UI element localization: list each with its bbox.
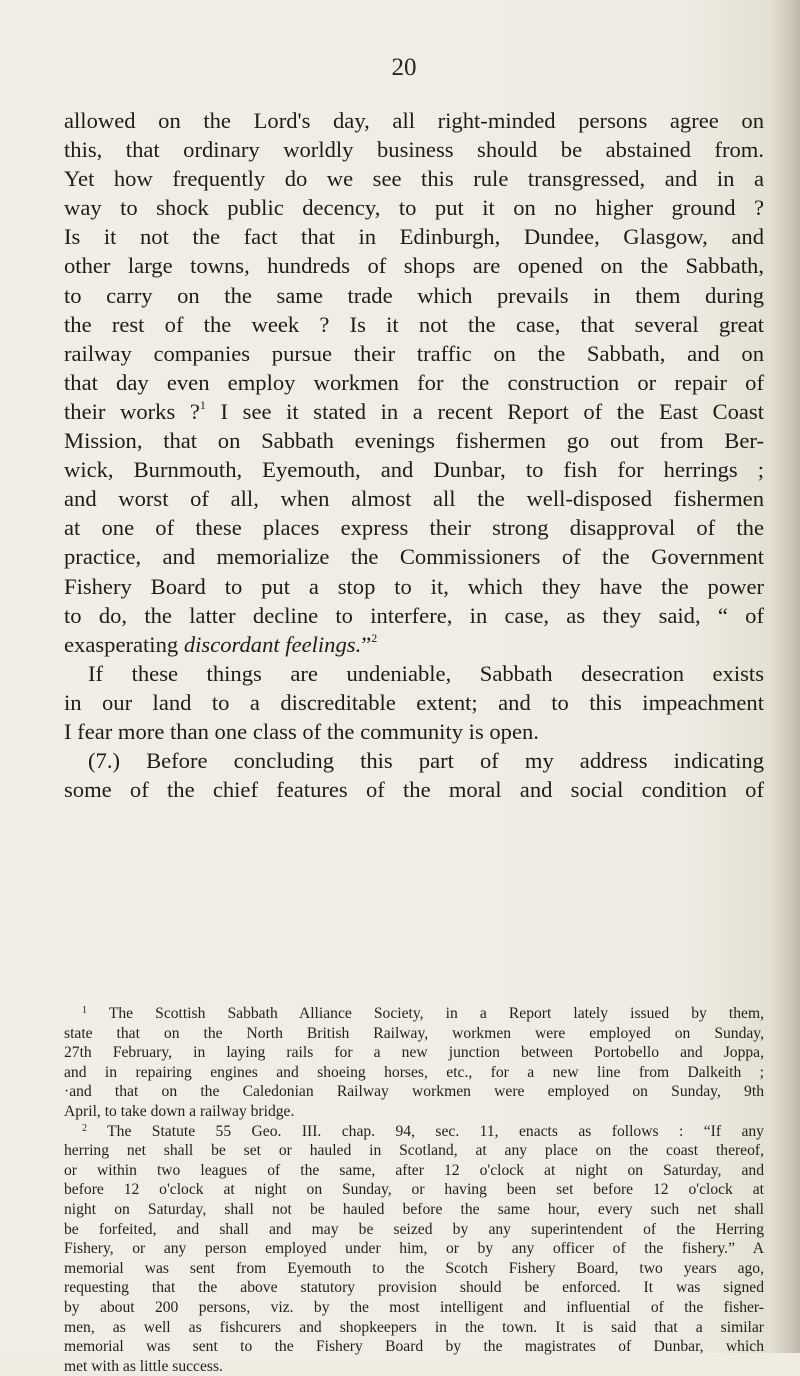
body-line-with-footnote-2	[64, 630, 764, 659]
footnote-line: state that on the North British Railway, workmen were employed on Sunday,	[64, 1024, 764, 1042]
footnote-line: by about 200 persons, viz. by the most intelligent and influential of the fisher-	[64, 1298, 764, 1316]
body-line: Mission, that on Sabbath evenings fishermen go out from Ber-	[64, 428, 764, 454]
body-line: Is it not the fact that in Edinburgh, Dundee, Glasgow, and	[64, 224, 764, 250]
footnote-line: requesting that the above statutory provision should be enforced. It was signed	[64, 1279, 764, 1297]
footnote-line: April, to take down a railway bridge.	[64, 1102, 295, 1120]
closing-quote: ”	[361, 631, 372, 657]
main-body-text	[64, 106, 764, 804]
body-line: this, that ordinary worldly business should be abstained from.	[64, 137, 764, 163]
footnote-ref-1[interactable]: 1	[199, 397, 206, 412]
footnote-line: men, as well as fishcurers and shopkeepers in the town. It is said that a similar	[64, 1318, 764, 1336]
body-line-with-footnote-1	[64, 397, 764, 426]
body-line: way to shock public decency, to put it on no higher ground ?	[64, 195, 764, 221]
body-line: to carry on the same trade which prevails in them during	[64, 282, 764, 308]
footnote-line: before 12 o'clock at night on Sunday, or having been set before 12 o'clock at	[64, 1181, 764, 1199]
body-line: the rest of the week ? Is it not the case, that several great	[64, 311, 764, 337]
footnote-line: memorial was sent from Eyemouth to the Scotch Fishery Board, two years ago,	[64, 1259, 764, 1277]
footnote-line: herring net shall be set or hauled in Scotland, at any place on the coast thereof,	[64, 1142, 764, 1160]
footnote-2-line	[64, 1122, 764, 1142]
body-line: railway companies pursue their traffic on the Sabbath, and on	[64, 340, 764, 366]
body-line: allowed on the Lord's day, all right-minded persons agree on	[64, 108, 764, 133]
footnote-line: or within two leagues of the same, after 12 o'clock at night on Saturday, and	[64, 1161, 764, 1179]
body-line: (7.) Before concluding this part of my address indicating	[88, 748, 764, 774]
body-line-part: their works ?	[64, 398, 200, 424]
body-line: Fishery Board to put a stop to it, which they have the power	[64, 573, 764, 599]
footnote-line: 27th February, in laying rails for a new junction between Portobello and Joppa,	[64, 1044, 764, 1062]
footnote-line: Fishery, or any person employed under him, or by any officer of the fishery.” A	[64, 1240, 764, 1258]
footnote-marker-1: 1	[82, 1005, 87, 1016]
footnote-line: be forfeited, and shall and may be seized by any superintendent of the Herring	[64, 1220, 764, 1238]
footnote-ref-2[interactable]: 2	[371, 630, 378, 645]
body-line: practice, and memorialize the Commissioners of the Government	[64, 544, 764, 570]
italic-phrase: discordant feelings.	[183, 631, 362, 657]
body-line: and worst of all, when almost all the well-disposed fishermen	[64, 486, 764, 512]
footnote-line: ·and that on the Caledonian Railway workmen were employed on Sunday, 9th	[64, 1083, 764, 1101]
footnote-1-line	[64, 1004, 764, 1024]
body-line-part: exasperating	[64, 631, 184, 657]
footnote-line: and in repairing engines and shoeing horses, etc., for a new line from Dalkeith ;	[64, 1063, 764, 1081]
footnote-line: night on Saturday, shall not be hauled before the same hour, every such net shall	[64, 1200, 764, 1218]
footnote-marker-2: 2	[82, 1122, 87, 1134]
footnote-line: met with as little success.	[64, 1357, 223, 1375]
footnotes-section	[64, 1004, 764, 1376]
body-line-part: I see it stated in a recent Report of the East Coast	[220, 398, 764, 424]
body-line: wick, Burnmouth, Eyemouth, and Dunbar, to fish for herrings ;	[64, 457, 764, 483]
page-edge-shadow	[772, 0, 800, 1353]
body-line: at one of these places express their strong disapproval of the	[64, 515, 764, 541]
body-line: If these things are undeniable, Sabbath desecration exists	[88, 660, 764, 686]
body-line: some of the chief features of the moral and social condition of	[64, 777, 764, 803]
footnote-line: memorial was sent to the Fishery Board by the magistrates of Dunbar, which	[64, 1338, 764, 1356]
body-line: other large towns, hundreds of shops are opened on the Sabbath,	[64, 253, 764, 279]
body-line: that day even employ workmen for the construction or repair of	[64, 369, 764, 395]
page-number: 20	[391, 54, 417, 81]
body-line: Yet how frequently do we see this rule transgressed, and in a	[64, 166, 764, 192]
body-line: I fear more than one class of the community is open.	[64, 718, 539, 744]
footnote-text: The Statute 55 Geo. III. chap. 94, sec. 11, enacts as follows : “If any	[107, 1122, 764, 1140]
body-line: in our land to a discreditable extent; and to this impeachment	[64, 689, 764, 715]
footnote-text: The Scottish Sabbath Alliance Society, in a Report lately issued by them,	[108, 1005, 764, 1022]
body-line: to do, the latter decline to interfere, in case, as they said, “ of	[64, 602, 764, 628]
